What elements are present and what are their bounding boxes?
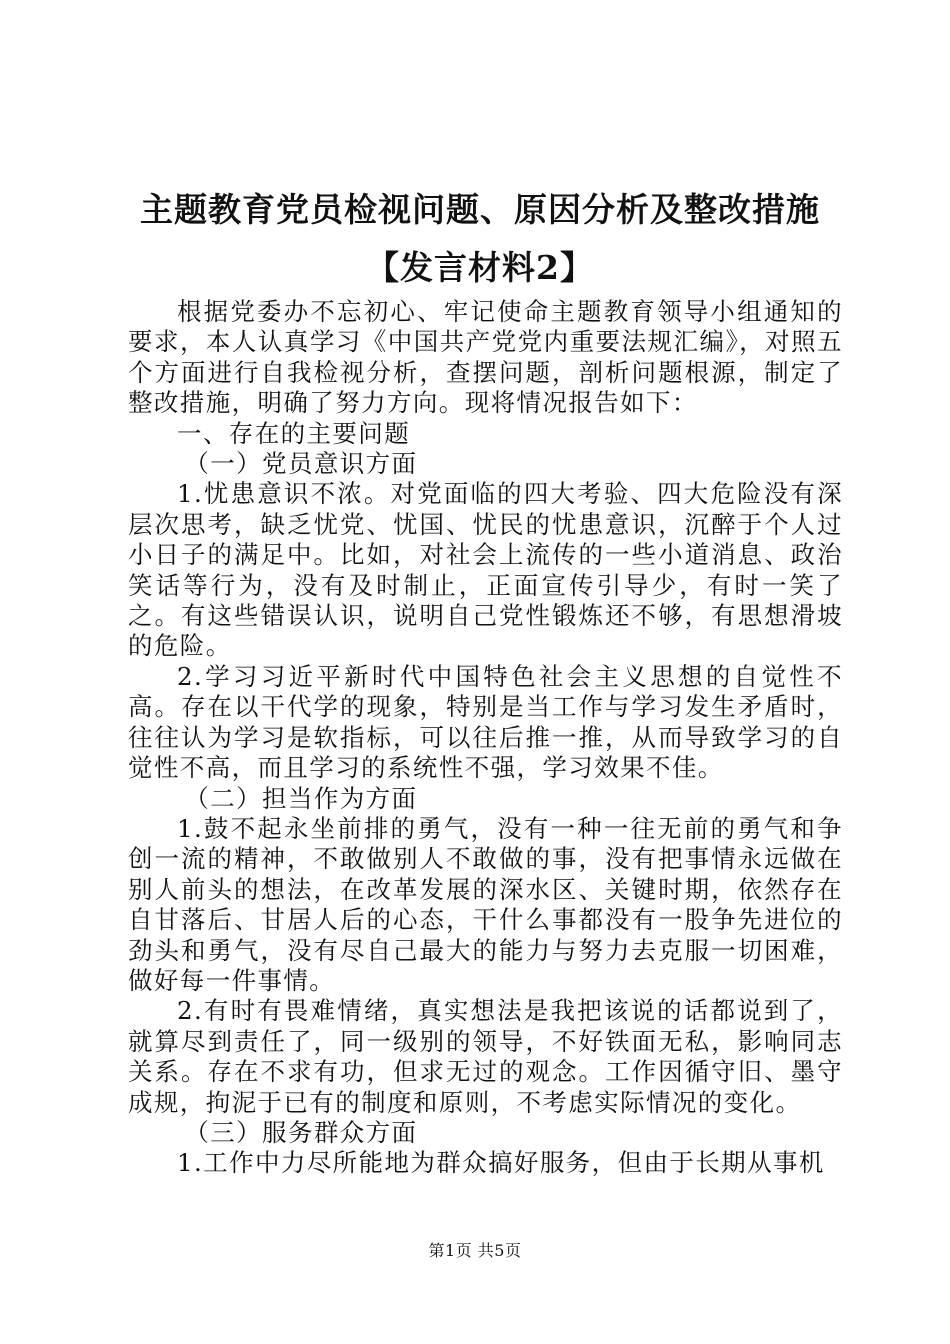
document-title-line-1: 主题教育党员检视问题、原因分析及整改措施: [140, 190, 820, 229]
document-body: [128, 297, 843, 1179]
subsection-heading-party-awareness: （一）党员意识方面: [184, 449, 418, 479]
subsection-heading-responsibility: （二）担当作为方面: [184, 783, 418, 813]
paragraph-item: 1.鼓不起永坐前排的勇气，没有一种一往无前的勇气和争创一流的精神，不敢做别人不敢做的事，没有把事情永远做在别人前头的想法，在改革发展的深水区、关键时期，依然存在自甘落后、甘居人后的心态，干什么事都没有一股争先进位的劲头和勇气，没有尽自己最大的能力与努力去克服一切困难，做好每一件事情。: [128, 813, 843, 995]
paragraph-item: 1.工作中力尽所能地为群众搞好服务，但由于长期从事机: [177, 1148, 825, 1178]
section-heading-main-problems: 一、存在的主要问题: [177, 418, 411, 448]
paragraph-intro: 根据党委办不忘初心、牢记使命主题教育领导小组通知的要求，本人认真学习《中国共产党党内重要法规汇编》，对照五个方面进行自我检视分析，查摆问题，剖析问题根源，制定了整改措施，明确了努力方向。现将情况报告如下：: [128, 297, 843, 418]
paragraph-item: 1.忧患意识不浓。对党面临的四大考验、四大危险没有深层次思考，缺乏忧党、忧国、忧民的忧患意识，沉醉于个人过小日子的满足中。比如，对社会上流传的一些小道消息、政治笑话等行为，没有及时制止，正面宣传引导少，有时一笑了之。有这些错误认识，说明自己党性锻炼还不够，有思想滑坡的危险。: [128, 479, 843, 661]
paragraph-item: 2.有时有畏难情绪，真实想法是我把该说的话都说到了，就算尽到责任了，同一级别的领导，不好铁面无私，影响同志关系。存在不求有功，但求无过的观念。工作因循守旧、墨守成规，拘泥于已有的制度和原则，不考虑实际情况的变化。: [128, 996, 843, 1117]
page-number-footer: 第1页 共5页: [428, 1241, 522, 1260]
paragraph-item: 2.学习习近平新时代中国特色社会主义思想的自觉性不高。存在以干代学的现象，特别是当工作与学习发生矛盾时，往往认为学习是软指标，可以往后推一推，从而导致学习的自觉性不高，而且学习的系统性不强，学习效果不佳。: [128, 661, 843, 783]
document-title-line-2: 【发言材料2】: [366, 248, 594, 287]
subsection-heading-serving-public: （三）服务群众方面: [184, 1117, 418, 1147]
